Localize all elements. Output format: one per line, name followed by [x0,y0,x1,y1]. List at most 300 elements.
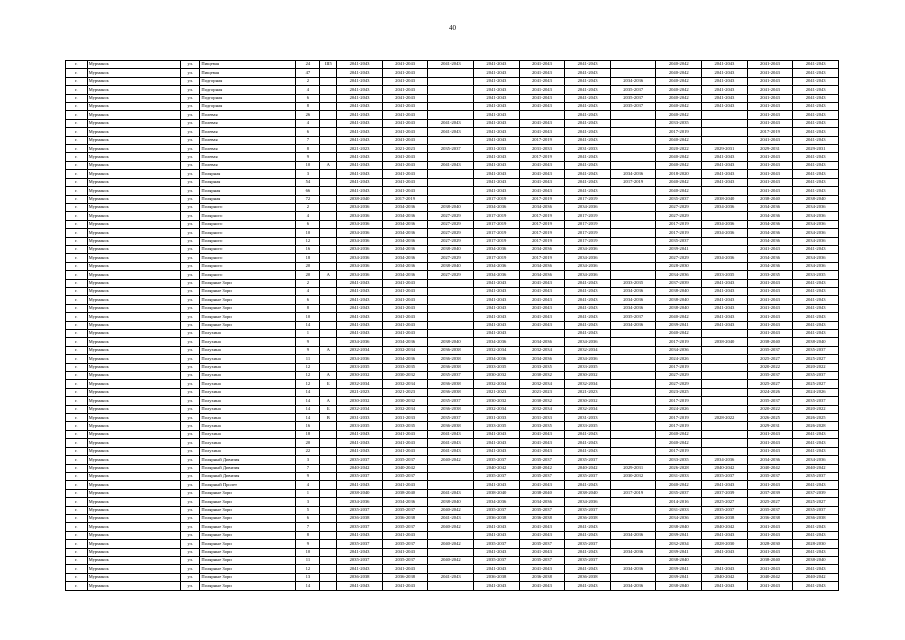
period-1-cell: 2034-2036 [337,338,383,346]
period-5-cell: 2031-2033 [519,145,565,153]
house-number-cell: 9 [296,540,320,548]
period-11-cell: 2035-2037 [793,397,839,405]
street-type-cell: ул. [181,203,200,211]
settlement-type-cell: г. [66,304,88,312]
period-4-cell: 2041-2043 [474,86,520,94]
settlement-type-cell: г. [66,77,88,85]
building-letter-cell [320,86,337,94]
period-2-cell: 2041-2043 [382,161,428,169]
house-number-cell: 7 [296,523,320,531]
street-type-cell: ул. [181,111,200,119]
period-5-cell: 2041-2043 [519,481,565,489]
period-6-cell: 2035-2037 [565,506,611,514]
period-10-cell: 2034-2036 [747,254,793,262]
period-4-cell: 2017-2019 [474,220,520,228]
period-6-cell: 2036-2038 [565,514,611,522]
building-letter-cell [320,540,337,548]
period-3-cell [428,170,474,178]
period-1-cell: 2035-2037 [337,456,383,464]
table-row [66,514,839,522]
settlement-type-cell: г. [66,254,88,262]
period-9-cell [702,422,748,430]
house-number-cell: 14 [296,414,320,422]
building-letter-cell [320,514,337,522]
period-9-cell [702,346,748,354]
settlement-type-cell: г. [66,330,88,338]
period-10-cell: 2038-2040 [747,556,793,564]
city-cell: Мурманск [87,346,181,354]
house-number-cell: 16 [296,422,320,430]
period-10-cell: 2041-2043 [747,69,793,77]
period-4-cell: 2017-2019 [474,237,520,245]
period-5-cell: 2041-2043 [519,321,565,329]
settlement-type-cell: г. [66,414,88,422]
settlement-type-cell: г. [66,279,88,287]
period-8-cell: 2033-2035 [656,119,702,127]
house-number-cell: 1 [296,330,320,338]
period-11-cell: 2020-2022 [793,405,839,413]
building-letter-cell [320,506,337,514]
period-11-cell: 2035-2037 [793,372,839,380]
building-letter-cell [320,304,337,312]
settlement-type-cell: г. [66,161,88,169]
period-7-cell [610,161,656,169]
period-9-cell: 2034-2036 [702,456,748,464]
city-cell: Мурманск [87,556,181,564]
period-9-cell: 2041-2043 [702,86,748,94]
period-3-cell: 2027-2029 [428,237,474,245]
street-cell: Полухина [200,422,296,430]
building-letter-cell [320,77,337,85]
table-row [66,187,839,195]
table-row [66,430,839,438]
settlement-type-cell: г. [66,119,88,127]
period-1-cell: 2021-2023 [337,388,383,396]
period-11-cell: 2041-2043 [793,103,839,111]
house-number-cell: 12 [296,237,320,245]
period-8-cell: 2038-2040 [656,556,702,564]
street-type-cell: ул. [181,61,200,69]
period-1-cell: 2030-2032 [337,372,383,380]
period-5-cell: 2017-2019 [519,237,565,245]
table-row [66,287,839,295]
street-cell: Полярного [200,229,296,237]
period-9-cell [702,136,748,144]
street-type-cell: ул. [181,422,200,430]
period-5-cell: 2041-2043 [519,77,565,85]
table-row [66,397,839,405]
period-6-cell: 2041-2043 [565,304,611,312]
street-cell: Полярные Зори [200,540,296,548]
period-10-cell: 2026-2025 [747,414,793,422]
city-cell: Мурманск [87,103,181,111]
table-row [66,573,839,581]
street-cell: Полухина [200,355,296,363]
period-1-cell: 2034-2036 [337,220,383,228]
settlement-type-cell: г. [66,212,88,220]
city-cell: Мурманск [87,111,181,119]
period-8-cell: 2039-2041 [656,565,702,573]
period-1-cell: 2032-2034 [337,405,383,413]
period-5-cell: 2041-2043 [519,187,565,195]
period-11-cell: 2041-2043 [793,119,839,127]
house-number-cell: 24 [296,61,320,69]
period-10-cell: 2041-2043 [747,582,793,590]
city-cell: Мурманск [87,187,181,195]
period-10-cell: 2041-2043 [747,447,793,455]
period-5-cell: 2041-2043 [519,94,565,102]
period-8-cell: 2039-2041 [656,531,702,539]
street-type-cell: ул. [181,414,200,422]
period-10-cell: 2041-2043 [747,523,793,531]
building-letter-cell [320,178,337,186]
period-6-cell: 2041-2043 [565,161,611,169]
period-8-cell: 2027-2029 [656,254,702,262]
period-7-cell: 2033-2035 [610,279,656,287]
house-number-cell: 12 [296,363,320,371]
city-cell: Мурманск [87,573,181,581]
table-row [66,464,839,472]
period-5-cell: 2041-2043 [519,103,565,111]
period-7-cell [610,506,656,514]
table-row [66,372,839,380]
street-type-cell: ул. [181,363,200,371]
period-10-cell: 2035-2037 [747,397,793,405]
building-letter-cell [320,237,337,245]
house-number-cell: 16 [296,245,320,253]
building-letter-cell [320,548,337,556]
city-cell: Мурманск [87,397,181,405]
period-11-cell: 2025-2027 [793,355,839,363]
settlement-type-cell: г. [66,405,88,413]
period-11-cell: 2041-2043 [793,430,839,438]
period-6-cell: 2030-2032 [565,397,611,405]
settlement-type-cell: г. [66,245,88,253]
street-cell: Полярного [200,245,296,253]
period-3-cell [428,153,474,161]
period-5-cell: 2030-2032 [519,372,565,380]
period-6-cell: 2041-2043 [565,313,611,321]
period-10-cell: 2020-2022 [747,405,793,413]
table-row [66,388,839,396]
house-number-cell: 20 [296,439,320,447]
period-9-cell [702,355,748,363]
period-5-cell: 2034-2036 [519,271,565,279]
period-4-cell: 2041-2043 [474,170,520,178]
period-4-cell: 2041-2043 [474,103,520,111]
period-3-cell: 2041-2043 [428,119,474,127]
building-letter-cell: Б [320,380,337,388]
building-letter-cell [320,128,337,136]
period-2-cell: 2030-2032 [382,372,428,380]
period-5-cell: 2041-2043 [519,296,565,304]
building-letter-cell: А [320,372,337,380]
period-1-cell: 2038-2040 [337,195,383,203]
period-4-cell: 2041-2043 [474,153,520,161]
period-2-cell: 2036-2038 [382,573,428,581]
period-11-cell: 2041-2043 [793,178,839,186]
city-cell: Мурманск [87,153,181,161]
table-row [66,296,839,304]
period-10-cell: 2034-2036 [747,262,793,270]
period-2-cell: 2041-2043 [382,481,428,489]
settlement-type-cell: г. [66,388,88,396]
building-letter-cell [320,430,337,438]
settlement-type-cell: г. [66,422,88,430]
period-6-cell: 2033-2035 [565,422,611,430]
period-2-cell: 2034-2036 [382,212,428,220]
house-number-cell: 12 [296,380,320,388]
street-type-cell: ул. [181,582,200,590]
settlement-type-cell: г. [66,439,88,447]
period-7-cell [610,128,656,136]
building-letter-cell [320,187,337,195]
street-cell: Полевая [200,153,296,161]
period-3-cell [428,313,474,321]
city-cell: Мурманск [87,271,181,279]
period-2-cell: 2041-2043 [382,69,428,77]
period-2-cell: 2041-2043 [382,86,428,94]
period-10-cell: 2029-2031 [747,422,793,430]
settlement-type-cell: г. [66,69,88,77]
house-number-cell: 18 [296,430,320,438]
street-cell: Полярные Зори [200,556,296,564]
period-8-cell: 2017-2019 [656,397,702,405]
period-5-cell: 2041-2043 [519,161,565,169]
street-type-cell: ул. [181,254,200,262]
period-1-cell: 2041-2043 [337,77,383,85]
period-6-cell: 2041-2043 [565,187,611,195]
period-5-cell: 2017-2019 [519,153,565,161]
street-cell: Полевая [200,136,296,144]
house-number-cell: 10 [296,313,320,321]
table-row [66,119,839,127]
period-1-cell: 2041-2043 [337,119,383,127]
house-number-cell: 47 [296,69,320,77]
period-2-cell: 2017-2019 [382,195,428,203]
city-cell: Мурманск [87,481,181,489]
period-2-cell: 2031-2033 [382,414,428,422]
street-type-cell: ул. [181,187,200,195]
house-number-cell: 9 [296,153,320,161]
period-2-cell: 2041-2043 [382,94,428,102]
street-cell: Полухина [200,363,296,371]
period-8-cell: 2040-2042 [656,481,702,489]
period-2-cell: 2041-2043 [382,531,428,539]
period-2-cell: 2038-2040 [382,489,428,497]
period-5-cell: 2033-2035 [519,422,565,430]
table-row [66,414,839,422]
street-type-cell: ул. [181,220,200,228]
building-letter-cell [320,220,337,228]
house-number-cell: 11 [296,556,320,564]
settlement-type-cell: г. [66,94,88,102]
period-9-cell: 2040-2042 [702,464,748,472]
period-10-cell: 2028-2030 [747,540,793,548]
period-7-cell [610,498,656,506]
period-8-cell: 2034-2036 [656,514,702,522]
period-7-cell [610,540,656,548]
period-2-cell: 2041-2043 [382,439,428,447]
street-cell: Полярная [200,178,296,186]
period-10-cell: 2041-2043 [747,296,793,304]
street-type-cell: ул. [181,405,200,413]
period-8-cell: 2017-2019 [656,338,702,346]
period-11-cell: 2034-2036 [793,254,839,262]
period-7-cell [610,422,656,430]
period-5-cell: 2041-2043 [519,548,565,556]
settlement-type-cell: г. [66,506,88,514]
period-1-cell: 2030-2032 [337,397,383,405]
period-6-cell: 2041-2043 [565,153,611,161]
city-cell: Мурманск [87,380,181,388]
period-6-cell: 2034-2036 [565,203,611,211]
city-cell: Мурманск [87,178,181,186]
period-2-cell: 2041-2043 [382,548,428,556]
settlement-type-cell: г. [66,489,88,497]
street-cell: Полярные Зори [200,279,296,287]
period-2-cell: 2034-2036 [382,254,428,262]
street-cell: Полярного [200,237,296,245]
street-cell: Полярные Зори [200,296,296,304]
settlement-type-cell: г. [66,380,88,388]
period-2-cell: 2034-2036 [382,355,428,363]
period-11-cell: 2038-2040 [793,195,839,203]
house-number-cell: 12 [296,372,320,380]
table-row [66,346,839,354]
period-3-cell: 2040-2042 [428,556,474,564]
period-6-cell: 2017-2019 [565,195,611,203]
period-6-cell: 2041-2043 [565,439,611,447]
period-11-cell: 2026-2028 [793,422,839,430]
period-5-cell: 2038-2040 [519,489,565,497]
street-type-cell: ул. [181,456,200,464]
street-type-cell: ул. [181,330,200,338]
period-6-cell: 2031-2033 [565,145,611,153]
period-8-cell: 2018-2020 [656,170,702,178]
period-9-cell: 2034-2036 [702,254,748,262]
period-7-cell [610,254,656,262]
period-8-cell: 2027-2029 [656,372,702,380]
table-row [66,103,839,111]
period-6-cell: 2041-2043 [565,330,611,338]
settlement-type-cell: г. [66,229,88,237]
city-cell: Мурманск [87,531,181,539]
period-6-cell: 2041-2043 [565,321,611,329]
period-11-cell: 2020-2022 [793,363,839,371]
period-7-cell [610,363,656,371]
period-3-cell [428,86,474,94]
period-5-cell: 2041-2043 [519,279,565,287]
period-11-cell: 2033-2035 [793,271,839,279]
period-2-cell: 2032-2034 [382,405,428,413]
table-row [66,489,839,497]
period-9-cell: 2041-2043 [702,287,748,295]
period-1-cell: 2036-2038 [337,514,383,522]
period-1-cell: 2040-2042 [337,464,383,472]
period-6-cell: 2017-2019 [565,220,611,228]
period-4-cell: 2017-2019 [474,195,520,203]
period-6-cell: 2036-2038 [565,573,611,581]
city-cell: Мурманск [87,145,181,153]
period-4-cell: 2041-2043 [474,279,520,287]
period-6-cell: 2041-2043 [565,548,611,556]
street-type-cell: ул. [181,388,200,396]
period-1-cell: 2032-2034 [337,380,383,388]
period-1-cell: 2035-2037 [337,540,383,548]
period-7-cell [610,262,656,270]
period-8-cell: 2014-2016 [656,498,702,506]
period-9-cell: 2041-2043 [702,313,748,321]
period-9-cell: 2038-2040 [702,338,748,346]
period-11-cell: 2041-2043 [793,187,839,195]
period-3-cell [428,287,474,295]
street-cell: Полярные Зори [200,514,296,522]
table-row [66,472,839,480]
period-3-cell [428,103,474,111]
settlement-type-cell: г. [66,128,88,136]
period-9-cell: 2041-2043 [702,531,748,539]
table-row [66,77,839,85]
period-2-cell: 2040-2042 [382,464,428,472]
house-number-cell: 3 [296,170,320,178]
period-9-cell: 2028-2022 [702,414,748,422]
period-6-cell: 2034-2036 [565,271,611,279]
city-cell: Мурманск [87,313,181,321]
building-letter-cell [320,262,337,270]
settlement-type-cell: г. [66,313,88,321]
table-row [66,498,839,506]
period-3-cell [428,330,474,338]
building-letter-cell [320,489,337,497]
period-3-cell [428,531,474,539]
street-cell: Полярного [200,262,296,270]
period-5-cell: 2032-2034 [519,346,565,354]
period-11-cell: 2040-2042 [793,464,839,472]
house-number-cell: 7 [296,464,320,472]
period-4-cell: 2041-2043 [474,296,520,304]
table-row [66,304,839,312]
house-number-cell: 1 [296,489,320,497]
period-10-cell: 2040-2042 [747,464,793,472]
period-8-cell: 2023-2025 [656,388,702,396]
building-letter-cell [320,254,337,262]
city-cell: Мурманск [87,338,181,346]
city-cell: Мурманск [87,245,181,253]
period-2-cell: 2034-2036 [382,229,428,237]
period-8-cell: 2040-2042 [656,77,702,85]
city-cell: Мурманск [87,212,181,220]
period-1-cell: 2035-2037 [337,506,383,514]
period-5-cell [519,330,565,338]
period-2-cell: 2035-2037 [382,472,428,480]
period-5-cell: 2034-2036 [519,355,565,363]
street-cell: Полярные Зори [200,489,296,497]
period-4-cell: 2041-2043 [474,481,520,489]
street-cell: Полярного [200,203,296,211]
period-2-cell: 2034-2036 [382,237,428,245]
period-1-cell: 2041-2043 [337,153,383,161]
period-9-cell: 2041-2043 [702,178,748,186]
period-7-cell: 2034-2036 [610,77,656,85]
period-3-cell: 2041-2043 [428,447,474,455]
period-9-cell [702,380,748,388]
period-11-cell: 2041-2043 [793,94,839,102]
period-7-cell [610,330,656,338]
city-cell: Мурманск [87,262,181,270]
building-letter-cell [320,447,337,455]
period-7-cell: 2035-2037 [610,313,656,321]
